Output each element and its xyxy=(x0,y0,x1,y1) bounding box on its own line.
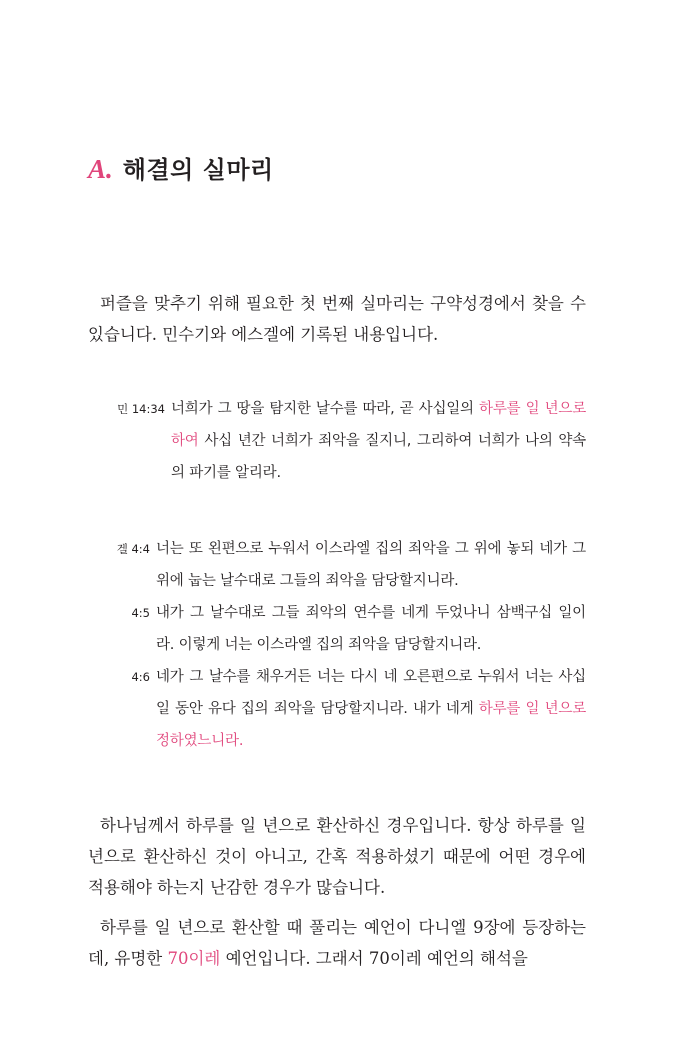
verse-reference: 겔 4:4 xyxy=(116,542,150,556)
verse-text: 내가 그 날수대로 그들 죄악의 연수를 네게 두었나니 삼백구십 일이라. 이렇게 너는 이스라엘 집의 죄악을 담당할지니라. xyxy=(156,605,586,653)
verse-text: 너는 또 왼편으로 누워서 이스라엘 집의 죄악을 그 위에 놓되 네가 그 위에 눕는 날수대로 그들의 죄악을 담당할지니라. xyxy=(156,541,586,589)
verse-numbers-14-34 xyxy=(117,393,587,489)
paragraph-text: 하루를 일 년으로 환산할 때 풀리는 예언이 다니엘 9장에 등장하는데, 유명한 xyxy=(88,918,586,968)
body-paragraph: 하나님께서 하루를 일 년으로 환산하신 경우입니다. 항상 하루를 일 년으로 환산하신 것이 아니고, 간혹 적용하셨기 때문에 어떤 경우에 적용해야 하는지 난감한 경우가 많습니다. xyxy=(88,816,586,897)
verse-text: 네가 그 날수를 채우거든 너는 다시 네 오른편으로 누워서 너는 사십 일 동안 유다 집의 죄악을 담당할지니라. 내가 네게 xyxy=(156,669,586,717)
body-paragraph xyxy=(88,912,586,974)
verse-text: 너희가 그 땅을 탐지한 날수를 따라, 곧 사십일의 xyxy=(171,401,480,417)
section-heading xyxy=(88,148,274,186)
verse-ezekiel-4-4 xyxy=(116,533,586,597)
verse-reference: 4:6 xyxy=(131,670,150,684)
verse-highlight: 하루를 일 년으로 하여 xyxy=(171,401,587,449)
paragraph-highlight: 70이레 xyxy=(167,949,221,968)
section-marker: A. xyxy=(88,154,113,184)
verse-highlight: 하루를 일 년으로 정하였느니라. xyxy=(156,701,587,749)
paragraph-text: 예언입니다. 그래서 70이레 예언의 해석을 xyxy=(220,949,528,968)
section-title: 해결의 실마리 xyxy=(122,156,274,184)
intro-paragraph: 퍼즐을 맞추기 위해 필요한 첫 번째 실마리는 구약성경에서 찾을 수 있습니다. 민수기와 에스겔에 기록된 내용입니다. xyxy=(88,294,586,344)
verse-text: 사십 년간 너희가 죄악을 질지니, 그리하여 너희가 나의 약속의 파기를 알리라. xyxy=(171,433,586,481)
verse-reference: 민 14:34 xyxy=(117,402,165,416)
verse-reference: 4:5 xyxy=(131,606,150,620)
verse-ezekiel-4-5 xyxy=(131,597,586,661)
verse-ezekiel-4-6 xyxy=(131,661,587,757)
